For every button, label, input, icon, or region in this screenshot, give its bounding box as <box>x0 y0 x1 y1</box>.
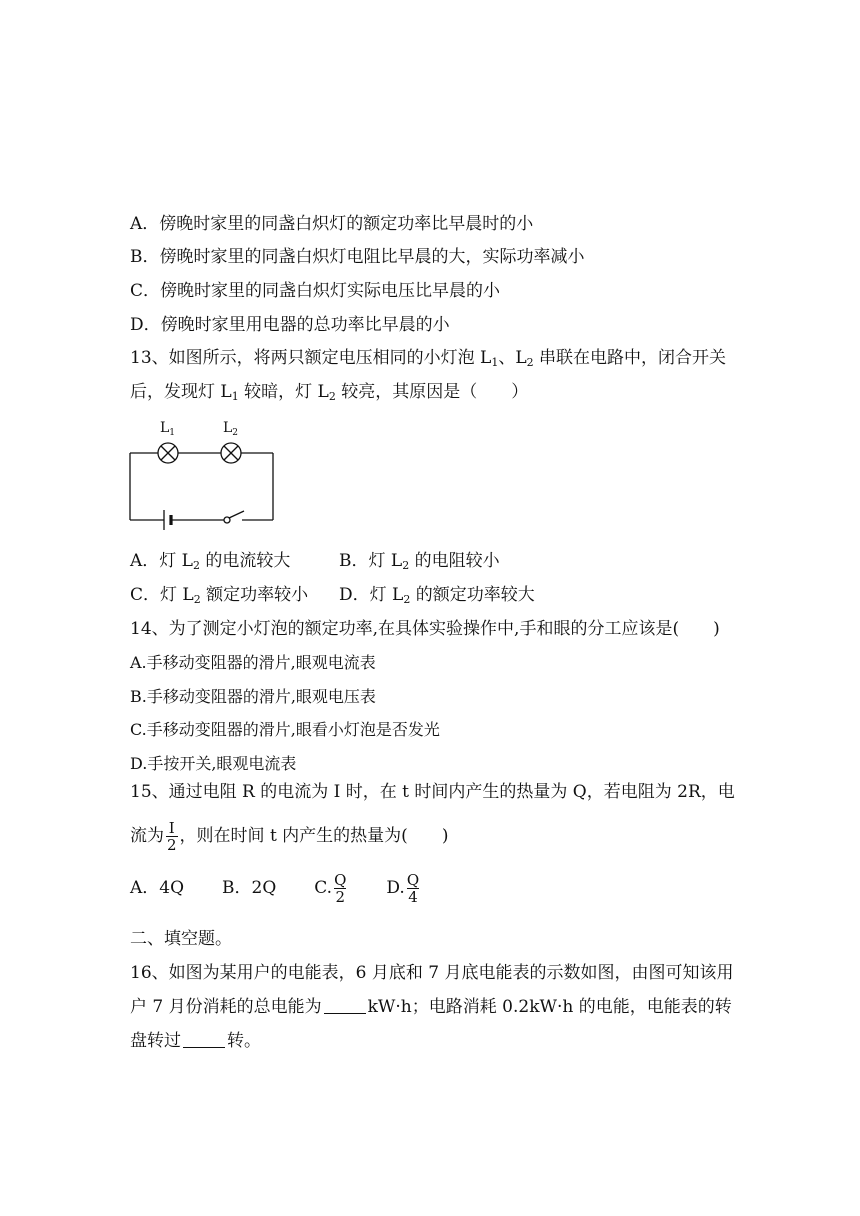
lamp-l2-label: $L_2$ <box>223 420 239 438</box>
q16-blank-2[interactable] <box>183 1031 225 1048</box>
q13-option-a: A．灯 $L_2$ 的电流较大 <box>130 551 291 572</box>
q16-blank-1[interactable] <box>324 997 366 1014</box>
q14-option-a: A.手移动变阻器的滑片,眼观电流表 <box>130 653 376 672</box>
lamp-l1-icon <box>158 443 178 463</box>
q15-option-b: B．2Q <box>222 878 277 898</box>
q15-stem-line1: 15、通过电阻 R 的电流为 I 时，在 t 时间内产生的热量为 Q，若电阻为 2R，电 <box>130 782 735 802</box>
q13-option-b: B．灯 $L_2$ 的电阻较小 <box>339 551 500 572</box>
q12-option-a: A．傍晚时家里的同盏白炽灯的额定功率比早晨时的小 <box>130 214 534 234</box>
q15-option-a: A．4Q <box>130 878 185 898</box>
q15-stem-line2: 流为 $\frac{I}{2}$ ，则在时间 t 内产生的热量为( ) <box>130 819 449 854</box>
q14-option-d: D.手按开关,眼观电流表 <box>130 754 297 773</box>
q12-option-d: D．傍晚时家里用电器的总功率比早晨的小 <box>130 315 450 335</box>
q12-option-b: B．傍晚时家里的同盏白炽灯电阻比早晨的大，实际功率减小 <box>130 247 585 267</box>
q14-option-b: B.手移动变阻器的滑片,眼观电压表 <box>130 687 376 706</box>
q15-option-c: C. $\frac{Q}{2}$ <box>314 871 347 906</box>
lamp-l1-label: $L_1$ <box>160 420 176 438</box>
q15-option-d: D. $\frac{Q}{4}$ <box>386 871 420 906</box>
q16-stem-line3: 盘转过 转。 <box>130 1031 261 1051</box>
q13-option-d: D．灯 $L_2$ 的额定功率较大 <box>339 585 535 606</box>
q13-stem-line1: 13、如图所示，将两只额定电压相同的小灯泡 $L_1$、$L_2$ 串联在电路中，闭合开关 <box>130 348 727 369</box>
battery-icon <box>164 510 171 530</box>
q15-fraction: $\frac{I}{2}$ <box>167 819 177 854</box>
q15-options <box>130 870 421 906</box>
q14-option-c: C.手移动变阻器的滑片,眼看小灯泡是否发光 <box>130 720 440 739</box>
q14-stem: 14、为了测定小灯泡的额定功率,在具体实验操作中,手和眼的分工应该是( ) <box>130 619 720 639</box>
q16-stem-line1: 16、如图为某用户的电能表，6 月底和 7 月底电能表的示数如图，由图可知该用 <box>130 963 734 983</box>
q13-option-c: C．灯 $L_2$ 额定功率较小 <box>130 585 309 606</box>
section-heading: 二、填空题。 <box>130 929 232 949</box>
q13-stem-line2: 后，发现灯 $L_1$ 较暗，灯 $L_2$ 较亮，其原因是（ ） <box>130 382 529 403</box>
circuit-diagram <box>120 415 290 530</box>
q12-option-c: C．傍晚时家里的同盏白炽灯实际电压比早晨的小 <box>130 281 501 301</box>
lamp-l2-icon <box>221 443 241 463</box>
switch-icon <box>224 511 244 523</box>
q16-stem-line2: 户 7 月份消耗的总电能为 kW·h；电路消耗 0.2kW·h 的电能，电能表的转 <box>130 997 732 1017</box>
